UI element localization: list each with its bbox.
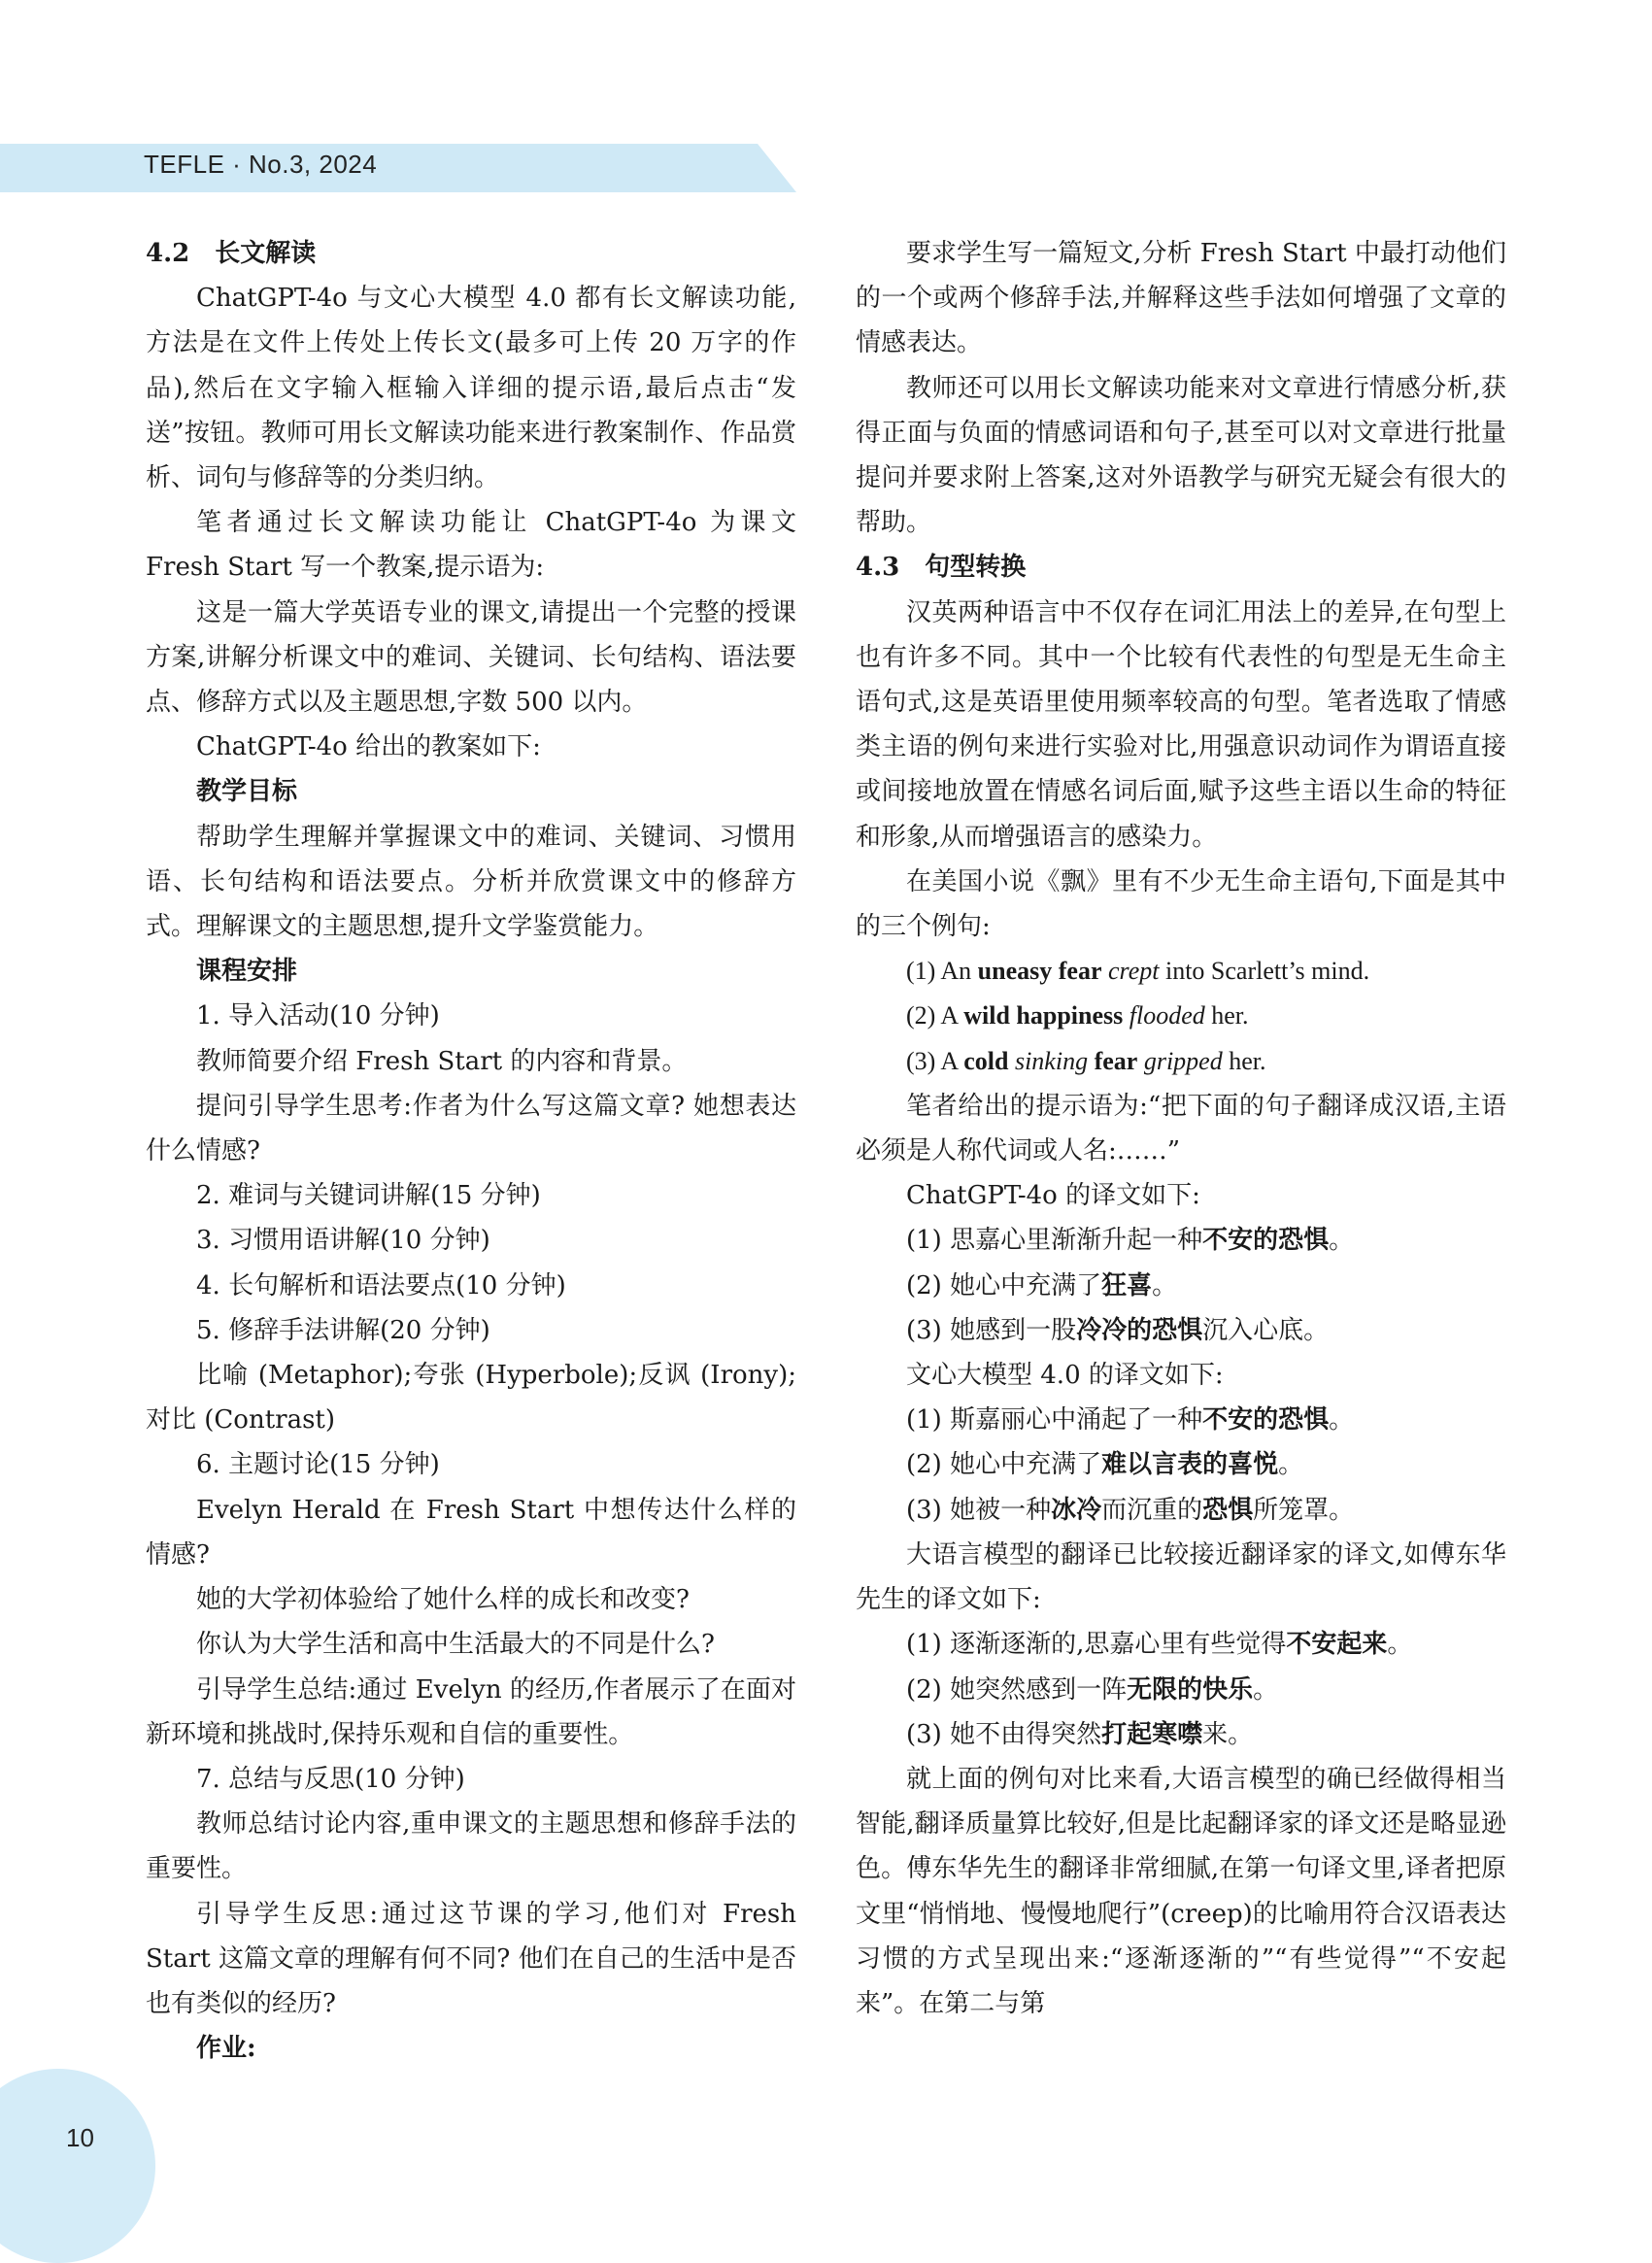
left-column — [146, 231, 796, 2071]
paragraph: 教师简要介绍 Fresh Start 的内容和背景。 — [196, 1046, 688, 1076]
page-number: 10 — [66, 2123, 94, 2152]
schedule-item: 2. 难词与关键词讲解(15 分钟) — [196, 1181, 541, 1211]
translation-line: (2) 她心中充满了难以言表的喜悦。 — [906, 1450, 1304, 1480]
example-sentence: (2) A wild happiness flooded her. — [906, 1001, 1249, 1030]
subheading-homework: 作业: — [196, 2034, 256, 2064]
paragraph: 汉英两种语言中不仅存在词汇用法上的差异,在句型上也有许多不同。其中一个比较有代表性的句型是无生命主语句式,这是英语里使用频率较高的句型。笔者选取了情感类主语的例句来进行实验对比,用强意识动词作为谓语直接或间接地放置在情感名词后面,赋予这些主语以生命的特征和形象,从而增强语言的感染力。 — [856, 597, 1506, 852]
paragraph: 笔者给出的提示语为:“把下面的句子翻译成汉语,主语必须是人称代词或人名:……” — [856, 1091, 1506, 1166]
prompt-quote: 这是一篇大学英语专业的课文,请提出一个完整的授课方案,讲解分析课文中的难词、关键词、长句结构、语法要点、修辞方式以及主题思想,字数 500 以内。 — [146, 597, 796, 718]
paragraph: 比喻 (Metaphor);夸张 (Hyperbole);反讽 (Irony);对比 (Contrast) — [146, 1361, 796, 1435]
paragraph: 就上面的例句对比来看,大语言模型的确已经做得相当智能,翻译质量算比较好,但是比起翻译家的译文还是略显逊色。傅东华先生的翻译非常细腻,在第一句译文里,译者把原文里“悄悄地、慢慢地爬行”(creep)的比喻用符合汉语表达习惯的方式呈现出来:“逐渐逐渐的”“有些觉得”“不安起来”。在第二与第 — [856, 1764, 1506, 2018]
paragraph: ChatGPT-4o 给出的教案如下: — [196, 732, 541, 762]
paragraph: 引导学生总结:通过 Evelyn 的经历,作者展示了在面对新环境和挑战时,保持乐观和自信的重要性。 — [146, 1674, 796, 1749]
translation-line: (3) 她被一种冰冷而沉重的恐惧所笼罩。 — [906, 1495, 1355, 1525]
schedule-item: 1. 导入活动(10 分钟) — [196, 1001, 440, 1031]
schedule-item: 7. 总结与反思(10 分钟) — [196, 1764, 465, 1794]
paragraph: 文心大模型 4.0 的译文如下: — [906, 1361, 1224, 1391]
journal-header: TEFLE · No.3, 2024 — [144, 150, 378, 179]
example-sentence: (3) A cold sinking fear gripped her. — [906, 1046, 1266, 1075]
translation-line: (3) 她不由得突然打起寒噤来。 — [906, 1719, 1254, 1749]
translation-line: (2) 她心中充满了狂喜。 — [906, 1270, 1178, 1300]
translation-line: (1) 思嘉心里渐渐升起一种不安的恐惧。 — [906, 1226, 1355, 1256]
paragraph: 教师总结讨论内容,重申课文的主题思想和修辞手法的重要性。 — [146, 1809, 796, 1884]
paragraph: ChatGPT-4o 与文心大模型 4.0 都有长文解读功能,方法是在文件上传处上传长文(最多可上传 20 万字的作品),然后在文字输入框输入详细的提示语,最后点击“发送”按钮。教师可用长文解读功能来进行教案制作、作品赏析、词句与修辞等的分类归纳。 — [146, 284, 796, 493]
section-heading-4-3: 4.3 句型转换 — [856, 553, 1027, 583]
subheading-teaching-goals: 教学目标 — [196, 777, 298, 807]
example-sentence: (1) An uneasy fear crept into Scarlett’s mind. — [906, 957, 1370, 986]
paragraph: 大语言模型的翻译已比较接近翻译家的译文,如傅东华先生的译文如下: — [856, 1539, 1506, 1615]
paragraph: 在美国小说《飘》里有不少无生命主语句,下面是其中的三个例句: — [856, 866, 1506, 942]
paragraph: Evelyn Herald 在 Fresh Start 中想传达什么样的情感? — [146, 1495, 796, 1570]
paragraph: 你认为大学生活和高中生活最大的不同是什么? — [196, 1630, 715, 1660]
translation-line: (3) 她感到一股冷冷的恐惧沉入心底。 — [906, 1315, 1330, 1345]
paragraph: 帮助学生理解并掌握课文中的难词、关键词、习惯用语、长句结构和语法要点。分析并欣赏课文中的修辞方式。理解课文的主题思想,提升文学鉴赏能力。 — [146, 822, 796, 942]
paragraph: 教师还可以用长文解读功能来对文章进行情感分析,获得正面与负面的情感词语和句子,甚至可以对文章进行批量提问并要求附上答案,这对外语教学与研究无疑会有很大的帮助。 — [856, 373, 1506, 538]
subheading-course-schedule: 课程安排 — [196, 957, 298, 987]
footer-decoration — [0, 2069, 155, 2263]
translation-line: (1) 斯嘉丽心中涌起了一种不安的恐惧。 — [906, 1405, 1355, 1435]
translation-line: (2) 她突然感到一阵无限的快乐。 — [906, 1674, 1279, 1705]
translation-line: (1) 逐渐逐渐的,思嘉心里有些觉得不安起来。 — [906, 1630, 1413, 1660]
paragraph: 要求学生写一篇短文,分析 Fresh Start 中最打动他们的一个或两个修辞手法,并解释这些手法如何增强了文章的情感表达。 — [856, 239, 1506, 358]
paragraph: 笔者通过长文解读功能让 ChatGPT-4o 为课文 Fresh Start 写一个教案,提示语为: — [146, 508, 796, 583]
schedule-item: 4. 长句解析和语法要点(10 分钟) — [196, 1270, 566, 1300]
section-heading-4-2: 4.2 长文解读 — [146, 239, 317, 268]
right-column — [856, 231, 1506, 2026]
paragraph: ChatGPT-4o 的译文如下: — [906, 1181, 1200, 1211]
schedule-item: 6. 主题讨论(15 分钟) — [196, 1450, 440, 1480]
header-banner — [0, 144, 796, 192]
schedule-item: 5. 修辞手法讲解(20 分钟) — [196, 1315, 490, 1345]
paragraph: 引导学生反思:通过这节课的学习,他们对 Fresh Start 这篇文章的理解有何不同? 他们在自己的生活中是否也有类似的经历? — [146, 1899, 796, 2018]
paragraph: 她的大学初体验给了她什么样的成长和改变? — [196, 1585, 690, 1615]
schedule-item: 3. 习惯用语讲解(10 分钟) — [196, 1226, 490, 1256]
paragraph: 提问引导学生思考:作者为什么写这篇文章? 她想表达什么情感? — [146, 1091, 796, 1166]
